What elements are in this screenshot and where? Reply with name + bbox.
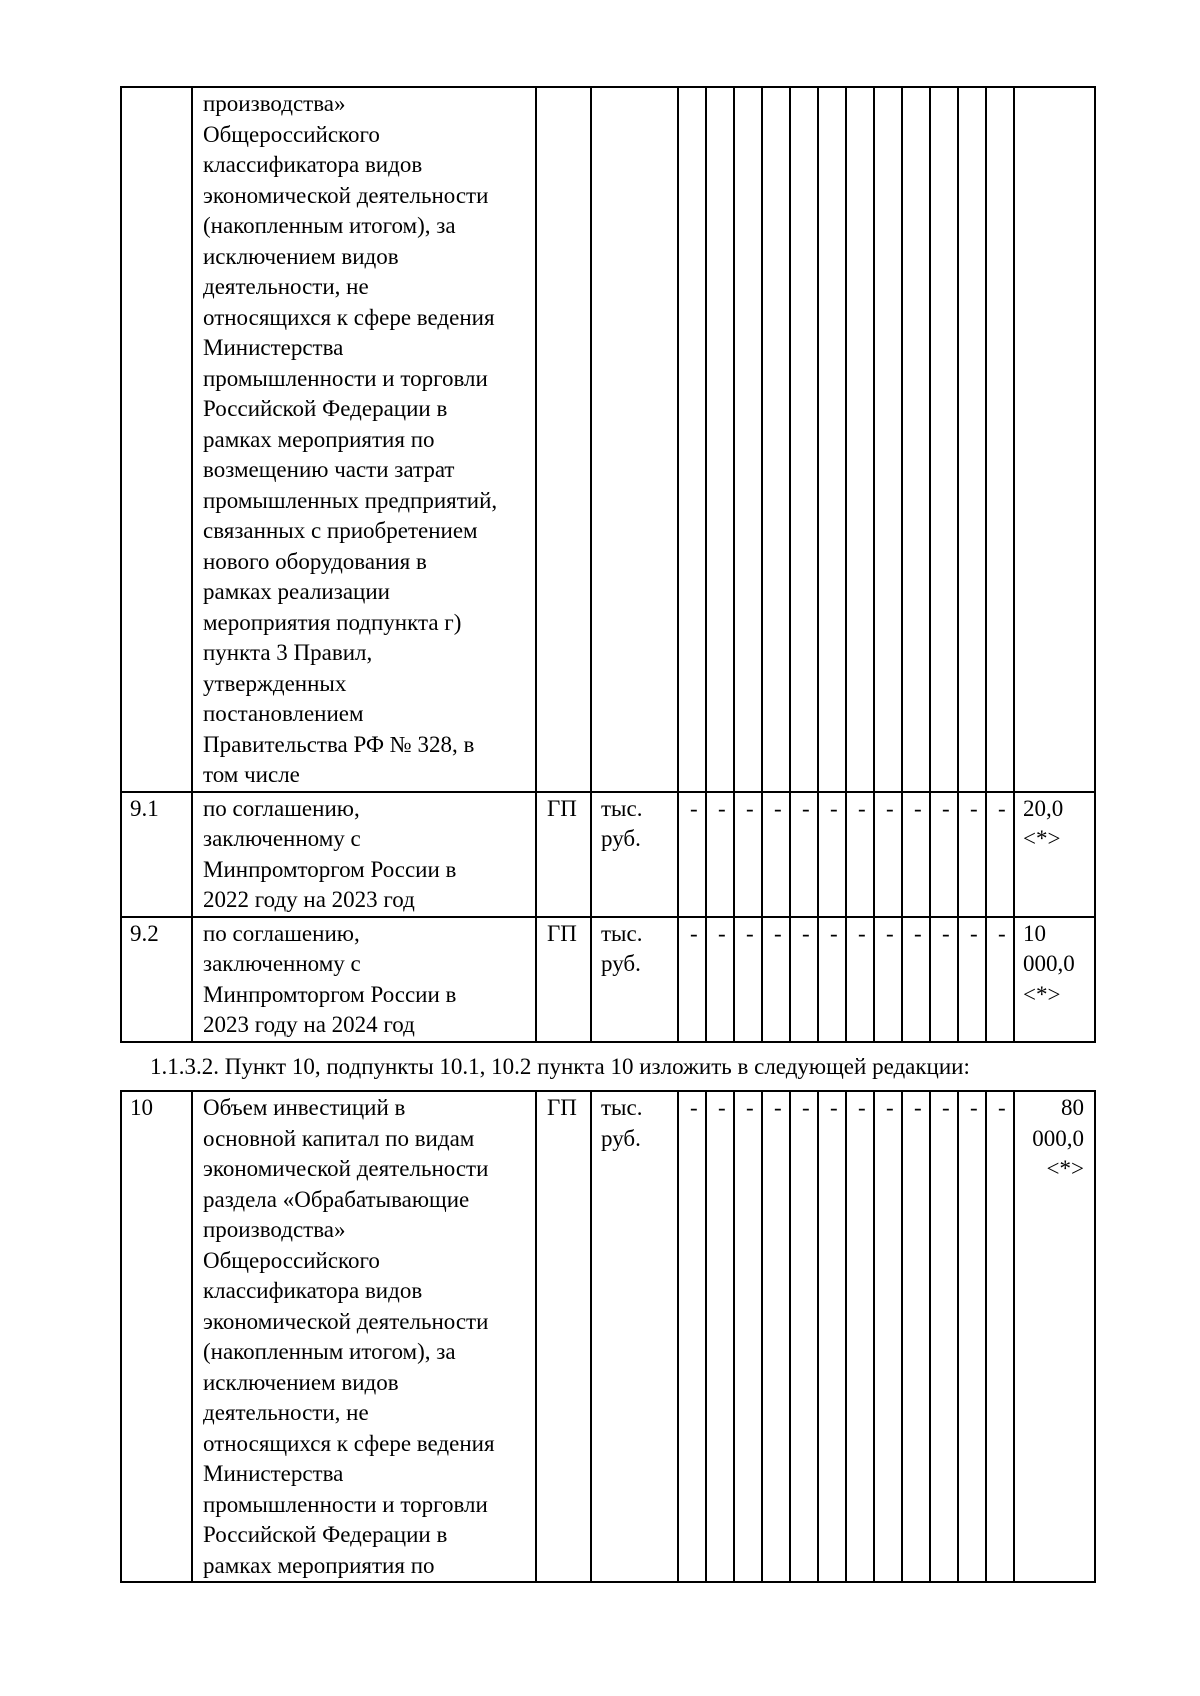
indicator-name-line: рамках мероприятия по [203, 1552, 435, 1578]
indicator-name [192, 1091, 536, 1582]
responsible: ГП [536, 792, 591, 917]
indicator-name-line: промышленности и торговли [203, 1491, 488, 1517]
target-value-line: <*> [1023, 981, 1061, 1007]
indicator-name-line: производства» [203, 1217, 346, 1242]
year-value: - [790, 917, 818, 1042]
indicator-name-line: нового оборудования в [203, 548, 427, 574]
year-value: - [874, 792, 902, 917]
indicator-name-line: деятельности, не [203, 274, 369, 299]
indicator-name-line: раздела «Обрабатывающие [203, 1186, 470, 1212]
indicator-name-line: основной капитал по видам [203, 1125, 475, 1151]
indicator-name-line: Российской Федерации в [203, 1522, 448, 1547]
year-value: - [790, 792, 818, 917]
year-value: - [678, 917, 706, 1042]
amendment-caption: 1.1.3.2. Пункт 10, подпункты 10.1, 10.2 пункта 10 изложить в следующей редакции: [150, 1054, 970, 1079]
unit-line: тыс. [601, 1095, 643, 1120]
year-value: - [874, 1091, 902, 1582]
year-value [678, 87, 706, 792]
indicator-name-line: деятельности, не [203, 1400, 369, 1425]
table-row [121, 917, 1095, 1042]
table-row [121, 1091, 1095, 1582]
indicator-name-line: Минпромторгом России в [203, 981, 457, 1007]
indicator-name-line: Российской Федерации в [203, 396, 448, 421]
year-value: - [762, 917, 790, 1042]
year-value: - [930, 917, 958, 1042]
indicator-name-line: производства» [203, 91, 346, 116]
indicator-name-line: заключенному с [203, 951, 361, 976]
year-value [790, 87, 818, 792]
indicator-name-line: промышленных предприятий, [203, 487, 498, 513]
indicator-name-line: классификатора видов [203, 1278, 423, 1303]
year-value: - [902, 792, 930, 917]
year-value: - [734, 917, 762, 1042]
year-value: - [678, 792, 706, 917]
indicator-name-line: (накопленным итогом), за [203, 213, 456, 238]
year-value: - [986, 917, 1014, 1042]
indicator-name-line: промышленности и торговли [203, 365, 488, 391]
indicator-name-line: Правительства РФ № 328, в [203, 731, 475, 757]
table-row [121, 87, 1095, 792]
unit-line: руб. [601, 826, 641, 851]
indicator-name-line: том числе [203, 762, 300, 787]
year-value: - [958, 917, 986, 1042]
year-value [986, 87, 1014, 792]
year-value: - [986, 1091, 1014, 1582]
indicator-name-line: по соглашению, [203, 795, 360, 821]
year-value: - [818, 792, 846, 917]
target-value-line: 000,0 [1023, 951, 1075, 976]
year-value: - [846, 1091, 874, 1582]
year-value: - [734, 792, 762, 917]
indicator-name-line: рамках реализации [203, 579, 390, 604]
indicator-name [192, 917, 536, 1042]
indicator-name-line: рамках мероприятия по [203, 426, 435, 452]
indicator-name-line: 2023 году на 2024 год [203, 1012, 415, 1037]
year-value: - [818, 1091, 846, 1582]
year-value: - [958, 1091, 986, 1582]
year-value: - [902, 917, 930, 1042]
target-value [1014, 792, 1095, 917]
responsible: ГП [536, 1091, 591, 1582]
indicator-table-new [120, 1090, 1096, 1583]
year-value: - [846, 917, 874, 1042]
target-value [1014, 87, 1095, 792]
target-value-line: 000,0 [1032, 1125, 1084, 1151]
unit [591, 1091, 678, 1582]
indicator-name-line: мероприятия подпункта г) [203, 609, 462, 635]
unit [591, 87, 678, 792]
year-value [874, 87, 902, 792]
indicator-name-line: Министерства [203, 1461, 344, 1486]
indicator-name-line: исключением видов [203, 1369, 399, 1395]
indicator-name-line: пункта 3 Правил, [203, 640, 373, 665]
year-value: - [986, 792, 1014, 917]
responsible [536, 87, 591, 792]
target-value-line: <*> [1046, 1156, 1084, 1181]
indicator-name-line: экономической деятельности [203, 182, 489, 208]
indicator-name-line: Министерства [203, 335, 344, 360]
year-value [902, 87, 930, 792]
year-value: - [706, 1091, 734, 1582]
responsible: ГП [536, 917, 591, 1042]
year-value: - [930, 792, 958, 917]
year-value [706, 87, 734, 792]
indicator-name-line: связанных с приобретением [203, 518, 478, 543]
target-value [1014, 1091, 1095, 1582]
indicator-name-line: по соглашению, [203, 920, 360, 946]
year-value: - [902, 1091, 930, 1582]
year-value: - [762, 792, 790, 917]
indicator-name-line: Минпромторгом России в [203, 856, 457, 882]
row-number: 10 [121, 1091, 192, 1582]
year-value: - [846, 792, 874, 917]
indicator-name-line: Общероссийского [203, 121, 380, 147]
year-value: - [874, 917, 902, 1042]
indicator-name [192, 87, 536, 792]
unit-line: руб. [601, 1125, 641, 1151]
indicator-table-continued [120, 86, 1096, 1043]
unit-line: тыс. [601, 920, 643, 946]
indicator-name-line: классификатора видов [203, 152, 423, 177]
indicator-name-line: Общероссийского [203, 1247, 380, 1273]
year-value [846, 87, 874, 792]
indicator-name-line: возмещению части затрат [203, 457, 455, 482]
year-value: - [734, 1091, 762, 1582]
indicator-name-line: 2022 году на 2023 год [203, 887, 415, 912]
target-value-line: 20,0 [1023, 795, 1064, 821]
year-value: - [762, 1091, 790, 1582]
indicator-name-line: утвержденных [203, 670, 347, 696]
row-number: 9.2 [121, 917, 192, 1042]
indicator-name [192, 792, 536, 917]
year-value: - [790, 1091, 818, 1582]
indicator-name-line: относящихся к сфере ведения [203, 1430, 495, 1456]
indicator-name-line: Объем инвестиций в [203, 1095, 406, 1120]
indicator-name-line: заключенному с [203, 826, 361, 851]
indicator-name-line: (накопленным итогом), за [203, 1339, 456, 1364]
year-value: - [958, 792, 986, 917]
target-value [1014, 917, 1095, 1042]
year-value [734, 87, 762, 792]
year-value: - [678, 1091, 706, 1582]
year-value: - [930, 1091, 958, 1582]
row-number: 9.1 [121, 792, 192, 917]
indicator-name-line: экономической деятельности [203, 1308, 489, 1334]
year-value: - [706, 792, 734, 917]
indicator-name-line: исключением видов [203, 243, 399, 269]
year-value [818, 87, 846, 792]
unit [591, 792, 678, 917]
year-value [958, 87, 986, 792]
target-value-line: 10 [1023, 920, 1046, 946]
year-value [930, 87, 958, 792]
indicator-name-line: экономической деятельности [203, 1156, 489, 1181]
unit-line: руб. [601, 951, 641, 976]
year-value: - [706, 917, 734, 1042]
unit [591, 917, 678, 1042]
year-value: - [818, 917, 846, 1042]
unit-line: тыс. [601, 795, 643, 821]
indicator-name-line: относящихся к сфере ведения [203, 304, 495, 330]
target-value-line: 80 [1061, 1095, 1084, 1120]
target-value-line: <*> [1023, 826, 1061, 851]
row-number [121, 87, 192, 792]
year-value [762, 87, 790, 792]
table-row [121, 792, 1095, 917]
indicator-name-line: постановлением [203, 701, 364, 726]
